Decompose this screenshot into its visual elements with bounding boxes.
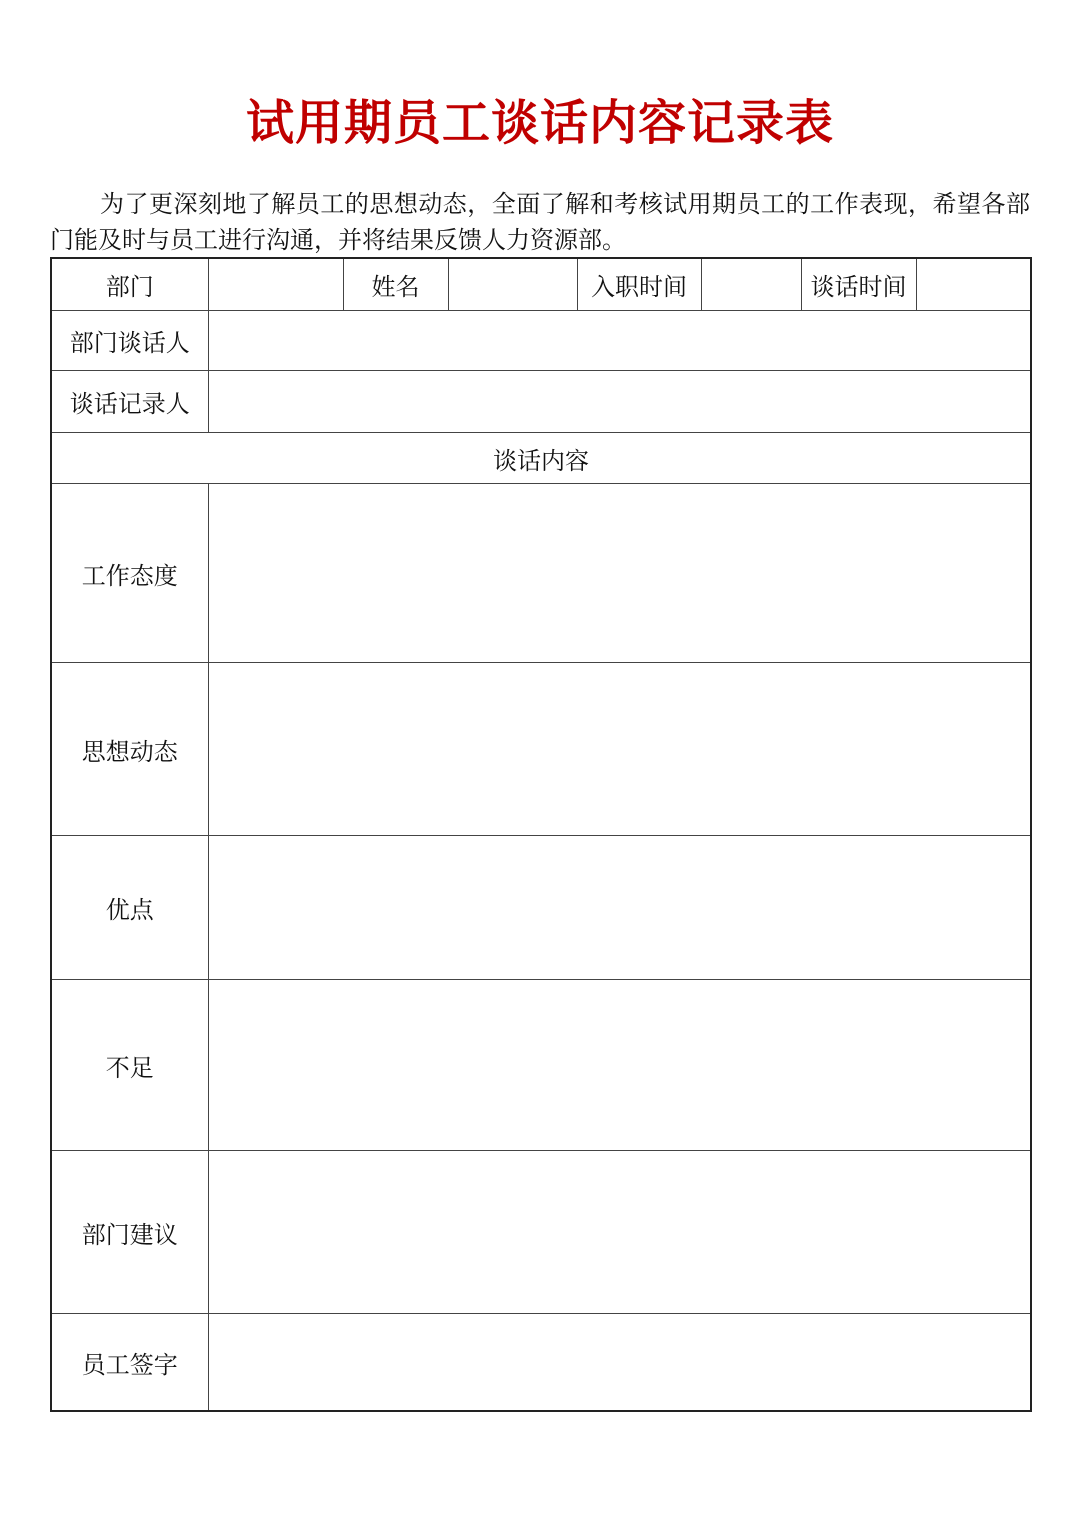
department-talker-row — [51, 311, 1031, 371]
weaknesses-row — [51, 980, 1031, 1151]
header-row — [51, 258, 1031, 311]
name-field[interactable] — [448, 258, 577, 311]
hire-date-field[interactable] — [701, 258, 801, 311]
section-title-row — [51, 433, 1031, 484]
department-label: 部门 — [51, 258, 208, 311]
work-attitude-field[interactable] — [208, 484, 1031, 663]
employee-signature-label: 员工签字 — [51, 1314, 208, 1412]
mindset-label: 思想动态 — [51, 663, 208, 836]
work-attitude-row — [51, 484, 1031, 663]
hire-date-label: 入职时间 — [577, 258, 701, 311]
weaknesses-field[interactable] — [208, 980, 1031, 1151]
mindset-field[interactable] — [208, 663, 1031, 836]
strengths-label: 优点 — [51, 836, 208, 980]
strengths-row — [51, 836, 1031, 980]
work-attitude-label: 工作态度 — [51, 484, 208, 663]
name-label: 姓名 — [343, 258, 448, 311]
page-title: 试用期员工谈话内容记录表 — [245, 95, 834, 151]
department-talker-label: 部门谈话人 — [51, 311, 208, 371]
talk-recorder-field[interactable] — [208, 371, 1031, 433]
department-field[interactable] — [208, 258, 343, 311]
talk-recorder-label: 谈话记录人 — [51, 371, 208, 433]
employee-signature-field[interactable] — [208, 1314, 1031, 1412]
weaknesses-label: 不足 — [51, 980, 208, 1151]
talk-date-field[interactable] — [916, 258, 1031, 311]
talk-date-label: 谈话时间 — [801, 258, 916, 311]
record-form-table — [50, 257, 1032, 1412]
mindset-row — [51, 663, 1031, 836]
employee-signature-row — [51, 1314, 1031, 1412]
strengths-field[interactable] — [208, 836, 1031, 980]
department-talker-field[interactable] — [208, 311, 1031, 371]
intro-paragraph: 为了更深刻地了解员工的思想动态，全面了解和考核试用期员工的工作表现，希望各部门能及时与员工进行沟通，并将结果反馈人力资源部。 — [50, 190, 1030, 254]
department-suggestion-label: 部门建议 — [51, 1151, 208, 1314]
department-suggestion-field[interactable] — [208, 1151, 1031, 1314]
talk-recorder-row — [51, 371, 1031, 433]
department-suggestion-row — [51, 1151, 1031, 1314]
section-title: 谈话内容 — [51, 433, 1031, 484]
